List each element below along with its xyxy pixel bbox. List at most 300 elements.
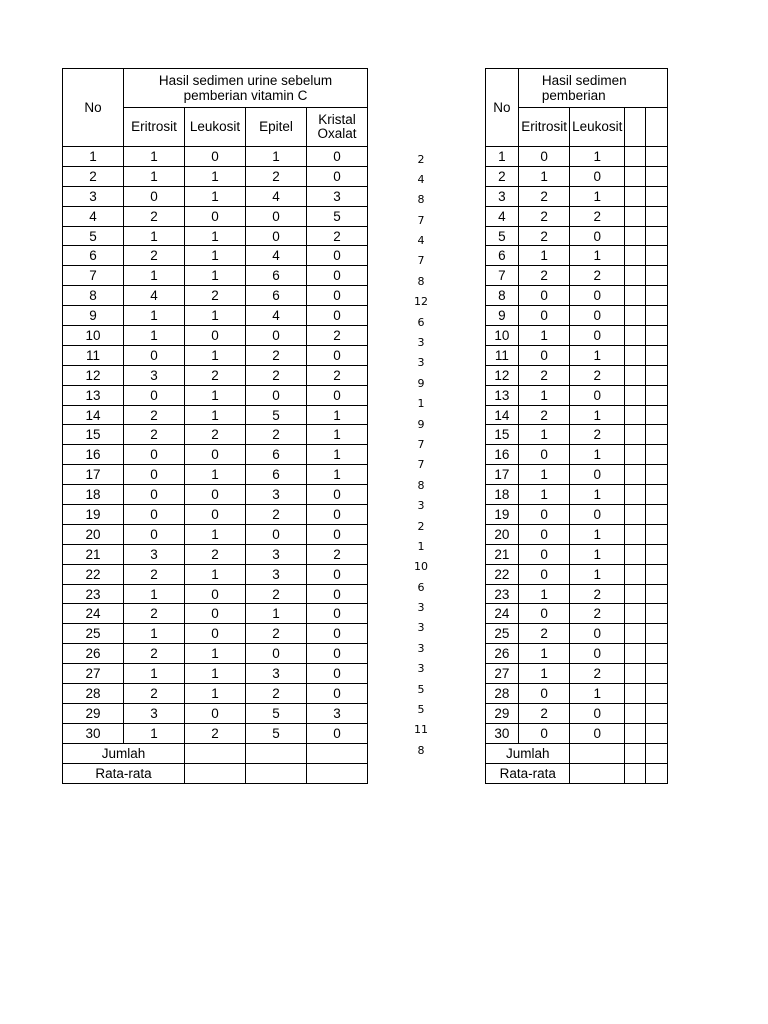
cell-value: 3 — [246, 544, 307, 564]
cell-value: 0 — [307, 385, 368, 405]
cell-hidden — [646, 703, 668, 723]
row-total: 5 — [417, 682, 425, 696]
row-total: 9 — [417, 376, 425, 390]
cell-value: 6 — [246, 286, 307, 306]
cell-value: 0 — [518, 306, 570, 326]
cell-hidden — [625, 306, 646, 326]
cell-value: 2 — [518, 624, 570, 644]
cell-hidden — [625, 505, 646, 525]
row-total: 10 — [414, 560, 428, 574]
row-number: 24 — [63, 604, 124, 624]
cell-value: 0 — [307, 246, 368, 266]
cell-value: 0 — [570, 644, 625, 664]
cell-hidden — [625, 485, 646, 505]
cell-hidden — [646, 723, 668, 743]
cell-value: 1 — [185, 465, 246, 485]
row-number: 22 — [63, 564, 124, 584]
no-header: No — [63, 69, 124, 147]
row-total: 8 — [417, 274, 425, 288]
table-row — [63, 186, 368, 206]
cell-value: 0 — [307, 564, 368, 584]
cell-value: 1 — [570, 186, 625, 206]
cell-value: 6 — [246, 465, 307, 485]
cell-value: 1 — [570, 524, 625, 544]
cell-value: 0 — [518, 524, 570, 544]
cell-hidden — [625, 405, 646, 425]
cell-value: 2 — [246, 345, 307, 365]
cell-value: 0 — [124, 465, 185, 485]
row-total: 6 — [417, 580, 425, 594]
cell-value: 1 — [124, 664, 185, 684]
cell-value: 2 — [307, 544, 368, 564]
row-number: 20 — [486, 524, 519, 544]
cell-value: 0 — [124, 485, 185, 505]
cell-value: 0 — [307, 505, 368, 525]
table-row — [63, 166, 368, 186]
table-row — [63, 524, 368, 544]
row-number: 5 — [486, 226, 519, 246]
table-row — [63, 206, 368, 226]
cell-hidden — [625, 266, 646, 286]
cell-value: 4 — [246, 186, 307, 206]
cell-value: 2 — [185, 723, 246, 743]
row-total: 5 — [417, 703, 425, 717]
row-number: 2 — [63, 166, 124, 186]
table-row — [486, 266, 668, 286]
cell-value: 0 — [307, 664, 368, 684]
row-total: 3 — [417, 336, 425, 350]
row-number: 14 — [63, 405, 124, 425]
row-total: 8 — [417, 743, 425, 757]
jumlah-cell — [185, 743, 246, 763]
row-number: 10 — [63, 326, 124, 346]
row-total: 7 — [417, 458, 425, 472]
row-number: 28 — [63, 684, 124, 704]
ratarata-cell — [185, 763, 246, 783]
no-header: No — [486, 69, 519, 147]
table-row — [63, 644, 368, 664]
cell-hidden — [625, 445, 646, 465]
cell-hidden — [625, 465, 646, 485]
cell-value: 2 — [124, 425, 185, 445]
row-number: 2 — [486, 166, 519, 186]
row-total: 3 — [417, 356, 425, 370]
cell-value: 0 — [185, 326, 246, 346]
row-number: 8 — [63, 286, 124, 306]
table-row — [486, 684, 668, 704]
row-total: 7 — [417, 437, 425, 451]
table-row — [63, 465, 368, 485]
row-number: 19 — [486, 505, 519, 525]
cell-value: 1 — [246, 147, 307, 167]
cell-value: 0 — [124, 345, 185, 365]
table-row — [486, 445, 668, 465]
table-row — [486, 544, 668, 564]
cell-value: 2 — [124, 246, 185, 266]
row-number: 22 — [486, 564, 519, 584]
cell-value: 3 — [307, 186, 368, 206]
cell-value: 3 — [246, 485, 307, 505]
cell-hidden — [625, 703, 646, 723]
cell-value: 6 — [246, 266, 307, 286]
row-total: 12 — [414, 295, 428, 309]
cell-value: 1 — [185, 644, 246, 664]
cell-hidden — [646, 385, 668, 405]
cell-hidden — [625, 345, 646, 365]
cell-value: 2 — [124, 604, 185, 624]
row-number: 11 — [486, 345, 519, 365]
cell-value: 2 — [246, 505, 307, 525]
cell-value: 2 — [518, 206, 570, 226]
cell-value: 0 — [518, 564, 570, 584]
table-row — [63, 385, 368, 405]
cell-value: 1 — [124, 226, 185, 246]
cell-value: 1 — [570, 405, 625, 425]
table-title: Hasil sedimen urine sebelum pemberian vitamin C — [124, 69, 368, 108]
cell-value: 3 — [124, 365, 185, 385]
table-row — [63, 703, 368, 723]
before-vitamin-c-table — [62, 68, 368, 784]
cell-hidden — [646, 246, 668, 266]
cell-hidden — [625, 624, 646, 644]
cell-value: 0 — [570, 505, 625, 525]
cell-value: 0 — [185, 584, 246, 604]
cell-value: 1 — [185, 405, 246, 425]
table-row — [63, 365, 368, 385]
row-number: 8 — [486, 286, 519, 306]
table-row — [63, 306, 368, 326]
cell-value: 0 — [570, 723, 625, 743]
col-eritrosit-header: Eritrosit — [518, 108, 570, 147]
table-row — [486, 306, 668, 326]
cell-value: 0 — [307, 644, 368, 664]
cell-value: 0 — [185, 147, 246, 167]
row-number: 3 — [63, 186, 124, 206]
row-number: 27 — [486, 664, 519, 684]
cell-hidden — [646, 166, 668, 186]
table-row — [486, 465, 668, 485]
table-row — [63, 544, 368, 564]
row-total: 1 — [417, 397, 425, 411]
cell-hidden — [646, 604, 668, 624]
row-total: 7 — [417, 213, 425, 227]
cell-value: 2 — [185, 365, 246, 385]
cell-value: 1 — [124, 723, 185, 743]
cell-value: 2 — [570, 206, 625, 226]
table-row — [63, 405, 368, 425]
cell-value: 2 — [570, 365, 625, 385]
ratarata-cell — [646, 763, 668, 783]
cell-value: 0 — [185, 485, 246, 505]
row-number: 5 — [63, 226, 124, 246]
cell-value: 1 — [307, 445, 368, 465]
cell-value: 1 — [185, 266, 246, 286]
cell-value: 0 — [124, 524, 185, 544]
table-row — [63, 723, 368, 743]
row-number: 7 — [486, 266, 519, 286]
cell-hidden — [625, 604, 646, 624]
cell-hidden — [646, 266, 668, 286]
cell-value: 1 — [518, 485, 570, 505]
cell-value: 3 — [307, 703, 368, 723]
table-row — [63, 664, 368, 684]
cell-value: 0 — [307, 684, 368, 704]
cell-value: 4 — [246, 246, 307, 266]
table-row — [63, 425, 368, 445]
cell-value: 1 — [185, 226, 246, 246]
cell-value: 0 — [570, 385, 625, 405]
cell-value: 1 — [185, 524, 246, 544]
row-number: 16 — [486, 445, 519, 465]
cell-value: 3 — [124, 544, 185, 564]
row-number: 26 — [486, 644, 519, 664]
cell-value: 2 — [307, 226, 368, 246]
cell-value: 0 — [307, 306, 368, 326]
cell-value: 2 — [246, 425, 307, 445]
cell-value: 2 — [570, 425, 625, 445]
cell-value: 0 — [518, 544, 570, 564]
ratarata-row — [63, 763, 368, 783]
table-row — [486, 723, 668, 743]
jumlah-row — [63, 743, 368, 763]
cell-hidden — [625, 564, 646, 584]
header-row — [63, 69, 368, 108]
ratarata-cell — [570, 763, 625, 783]
cell-hidden — [625, 584, 646, 604]
cell-value: 6 — [246, 445, 307, 465]
row-number: 17 — [63, 465, 124, 485]
row-number: 1 — [63, 147, 124, 167]
table-row — [486, 166, 668, 186]
cell-value: 0 — [307, 723, 368, 743]
table-row — [63, 624, 368, 644]
cell-value: 0 — [570, 226, 625, 246]
row-number: 12 — [63, 365, 124, 385]
cell-hidden — [646, 206, 668, 226]
cell-value: 0 — [185, 206, 246, 226]
cell-hidden — [646, 485, 668, 505]
cell-value: 1 — [185, 684, 246, 704]
row-total: 3 — [417, 499, 425, 513]
table-row — [486, 186, 668, 206]
cell-value: 0 — [518, 286, 570, 306]
cell-value: 2 — [185, 286, 246, 306]
cell-hidden — [646, 425, 668, 445]
row-total: 4 — [417, 234, 425, 248]
row-total: 4 — [417, 172, 425, 186]
row-number: 29 — [486, 703, 519, 723]
table-row — [63, 147, 368, 167]
row-number: 14 — [486, 405, 519, 425]
cell-value: 2 — [518, 266, 570, 286]
cell-hidden — [625, 723, 646, 743]
cell-value: 0 — [518, 147, 570, 167]
cell-value: 0 — [185, 703, 246, 723]
cell-value: 1 — [185, 246, 246, 266]
cell-hidden — [625, 186, 646, 206]
row-number: 20 — [63, 524, 124, 544]
cell-hidden — [625, 226, 646, 246]
cell-value: 1 — [185, 385, 246, 405]
cell-value: 2 — [307, 326, 368, 346]
cell-value: 1 — [124, 326, 185, 346]
cell-value: 1 — [185, 306, 246, 326]
row-number: 13 — [63, 385, 124, 405]
cell-value: 0 — [246, 226, 307, 246]
cell-hidden — [646, 524, 668, 544]
row-total: 9 — [417, 417, 425, 431]
cell-hidden — [646, 505, 668, 525]
row-number: 19 — [63, 505, 124, 525]
row-number: 28 — [486, 684, 519, 704]
row-number: 15 — [486, 425, 519, 445]
col-eritrosit-header: Eritrosit — [124, 108, 185, 147]
cell-value: 5 — [246, 405, 307, 425]
table-row — [486, 644, 668, 664]
table-row — [486, 624, 668, 644]
row-total: 3 — [417, 601, 425, 615]
cell-hidden — [625, 286, 646, 306]
table-row — [63, 266, 368, 286]
cell-value: 1 — [518, 644, 570, 664]
cell-value: 1 — [570, 485, 625, 505]
cell-hidden — [625, 385, 646, 405]
row-total: 7 — [417, 254, 425, 268]
cell-hidden — [646, 306, 668, 326]
cell-value: 0 — [307, 624, 368, 644]
cell-value: 1 — [185, 664, 246, 684]
row-number: 7 — [63, 266, 124, 286]
table-row — [486, 564, 668, 584]
cell-value: 1 — [518, 326, 570, 346]
table-row — [63, 445, 368, 465]
cell-value: 1 — [307, 405, 368, 425]
col-leukosit-header: Leukosit — [570, 108, 625, 147]
cell-value: 0 — [570, 306, 625, 326]
cell-value: 1 — [518, 166, 570, 186]
cell-value: 2 — [518, 226, 570, 246]
cell-value: 4 — [246, 306, 307, 326]
row-number: 9 — [63, 306, 124, 326]
cell-hidden — [625, 166, 646, 186]
cell-value: 1 — [570, 564, 625, 584]
table-row — [63, 246, 368, 266]
cell-value: 1 — [124, 266, 185, 286]
cell-value: 0 — [570, 465, 625, 485]
cell-hidden — [646, 664, 668, 684]
table-row — [486, 584, 668, 604]
row-number: 16 — [63, 445, 124, 465]
row-number: 15 — [63, 425, 124, 445]
table-row — [486, 147, 668, 167]
row-number: 23 — [63, 584, 124, 604]
ratarata-label: Rata-rata — [486, 763, 570, 783]
jumlah-cell — [246, 743, 307, 763]
cell-value: 2 — [570, 584, 625, 604]
table-row — [486, 326, 668, 346]
cell-value: 0 — [246, 524, 307, 544]
cell-value: 2 — [185, 544, 246, 564]
row-total: 3 — [417, 662, 425, 676]
cell-value: 0 — [124, 505, 185, 525]
row-number: 21 — [486, 544, 519, 564]
cell-value: 5 — [246, 703, 307, 723]
cell-value: 4 — [124, 286, 185, 306]
cell-value: 0 — [185, 505, 246, 525]
cell-hidden — [646, 564, 668, 584]
cell-hidden — [625, 684, 646, 704]
row-number: 26 — [63, 644, 124, 664]
table-row — [486, 286, 668, 306]
cell-value: 2 — [246, 684, 307, 704]
row-number: 29 — [63, 703, 124, 723]
cell-value: 3 — [124, 703, 185, 723]
row-number: 30 — [486, 723, 519, 743]
cell-value: 0 — [518, 684, 570, 704]
cell-value: 2 — [518, 186, 570, 206]
cell-hidden — [646, 405, 668, 425]
cell-value: 0 — [570, 286, 625, 306]
cell-hidden — [625, 246, 646, 266]
row-number: 18 — [486, 485, 519, 505]
jumlah-cell — [307, 743, 368, 763]
cell-value: 0 — [246, 326, 307, 346]
cell-value: 0 — [246, 644, 307, 664]
cell-value: 0 — [518, 505, 570, 525]
row-number: 10 — [486, 326, 519, 346]
cell-value: 2 — [307, 365, 368, 385]
cell-value: 1 — [124, 306, 185, 326]
row-total: 11 — [414, 723, 428, 737]
table-row — [486, 246, 668, 266]
cell-hidden — [646, 684, 668, 704]
cell-hidden — [646, 465, 668, 485]
cell-hidden — [625, 524, 646, 544]
table-row — [486, 226, 668, 246]
jumlah-label: Jumlah — [63, 743, 185, 763]
cell-hidden — [646, 186, 668, 206]
row-number: 4 — [63, 206, 124, 226]
table-row — [486, 365, 668, 385]
cell-value: 2 — [124, 405, 185, 425]
cell-value: 1 — [307, 465, 368, 485]
row-totals-column — [398, 150, 444, 762]
cell-hidden — [646, 326, 668, 346]
ratarata-cell — [625, 763, 646, 783]
row-number: 25 — [486, 624, 519, 644]
cell-value: 0 — [307, 266, 368, 286]
after-table-viewport — [485, 60, 668, 820]
cell-value: 2 — [518, 365, 570, 385]
cell-value: 1 — [185, 564, 246, 584]
ratarata-label: Rata-rata — [63, 763, 185, 783]
table-row — [63, 505, 368, 525]
jumlah-cell — [625, 743, 646, 763]
cell-hidden — [625, 326, 646, 346]
cell-value: 0 — [307, 286, 368, 306]
cell-value: 2 — [518, 703, 570, 723]
cell-value: 0 — [246, 206, 307, 226]
cell-value: 1 — [570, 544, 625, 564]
cell-value: 1 — [246, 604, 307, 624]
table-row — [486, 524, 668, 544]
cell-value: 1 — [570, 147, 625, 167]
table-row — [486, 505, 668, 525]
cell-value: 1 — [570, 445, 625, 465]
cell-value: 1 — [570, 684, 625, 704]
cell-value: 0 — [518, 445, 570, 465]
cell-value: 1 — [124, 147, 185, 167]
